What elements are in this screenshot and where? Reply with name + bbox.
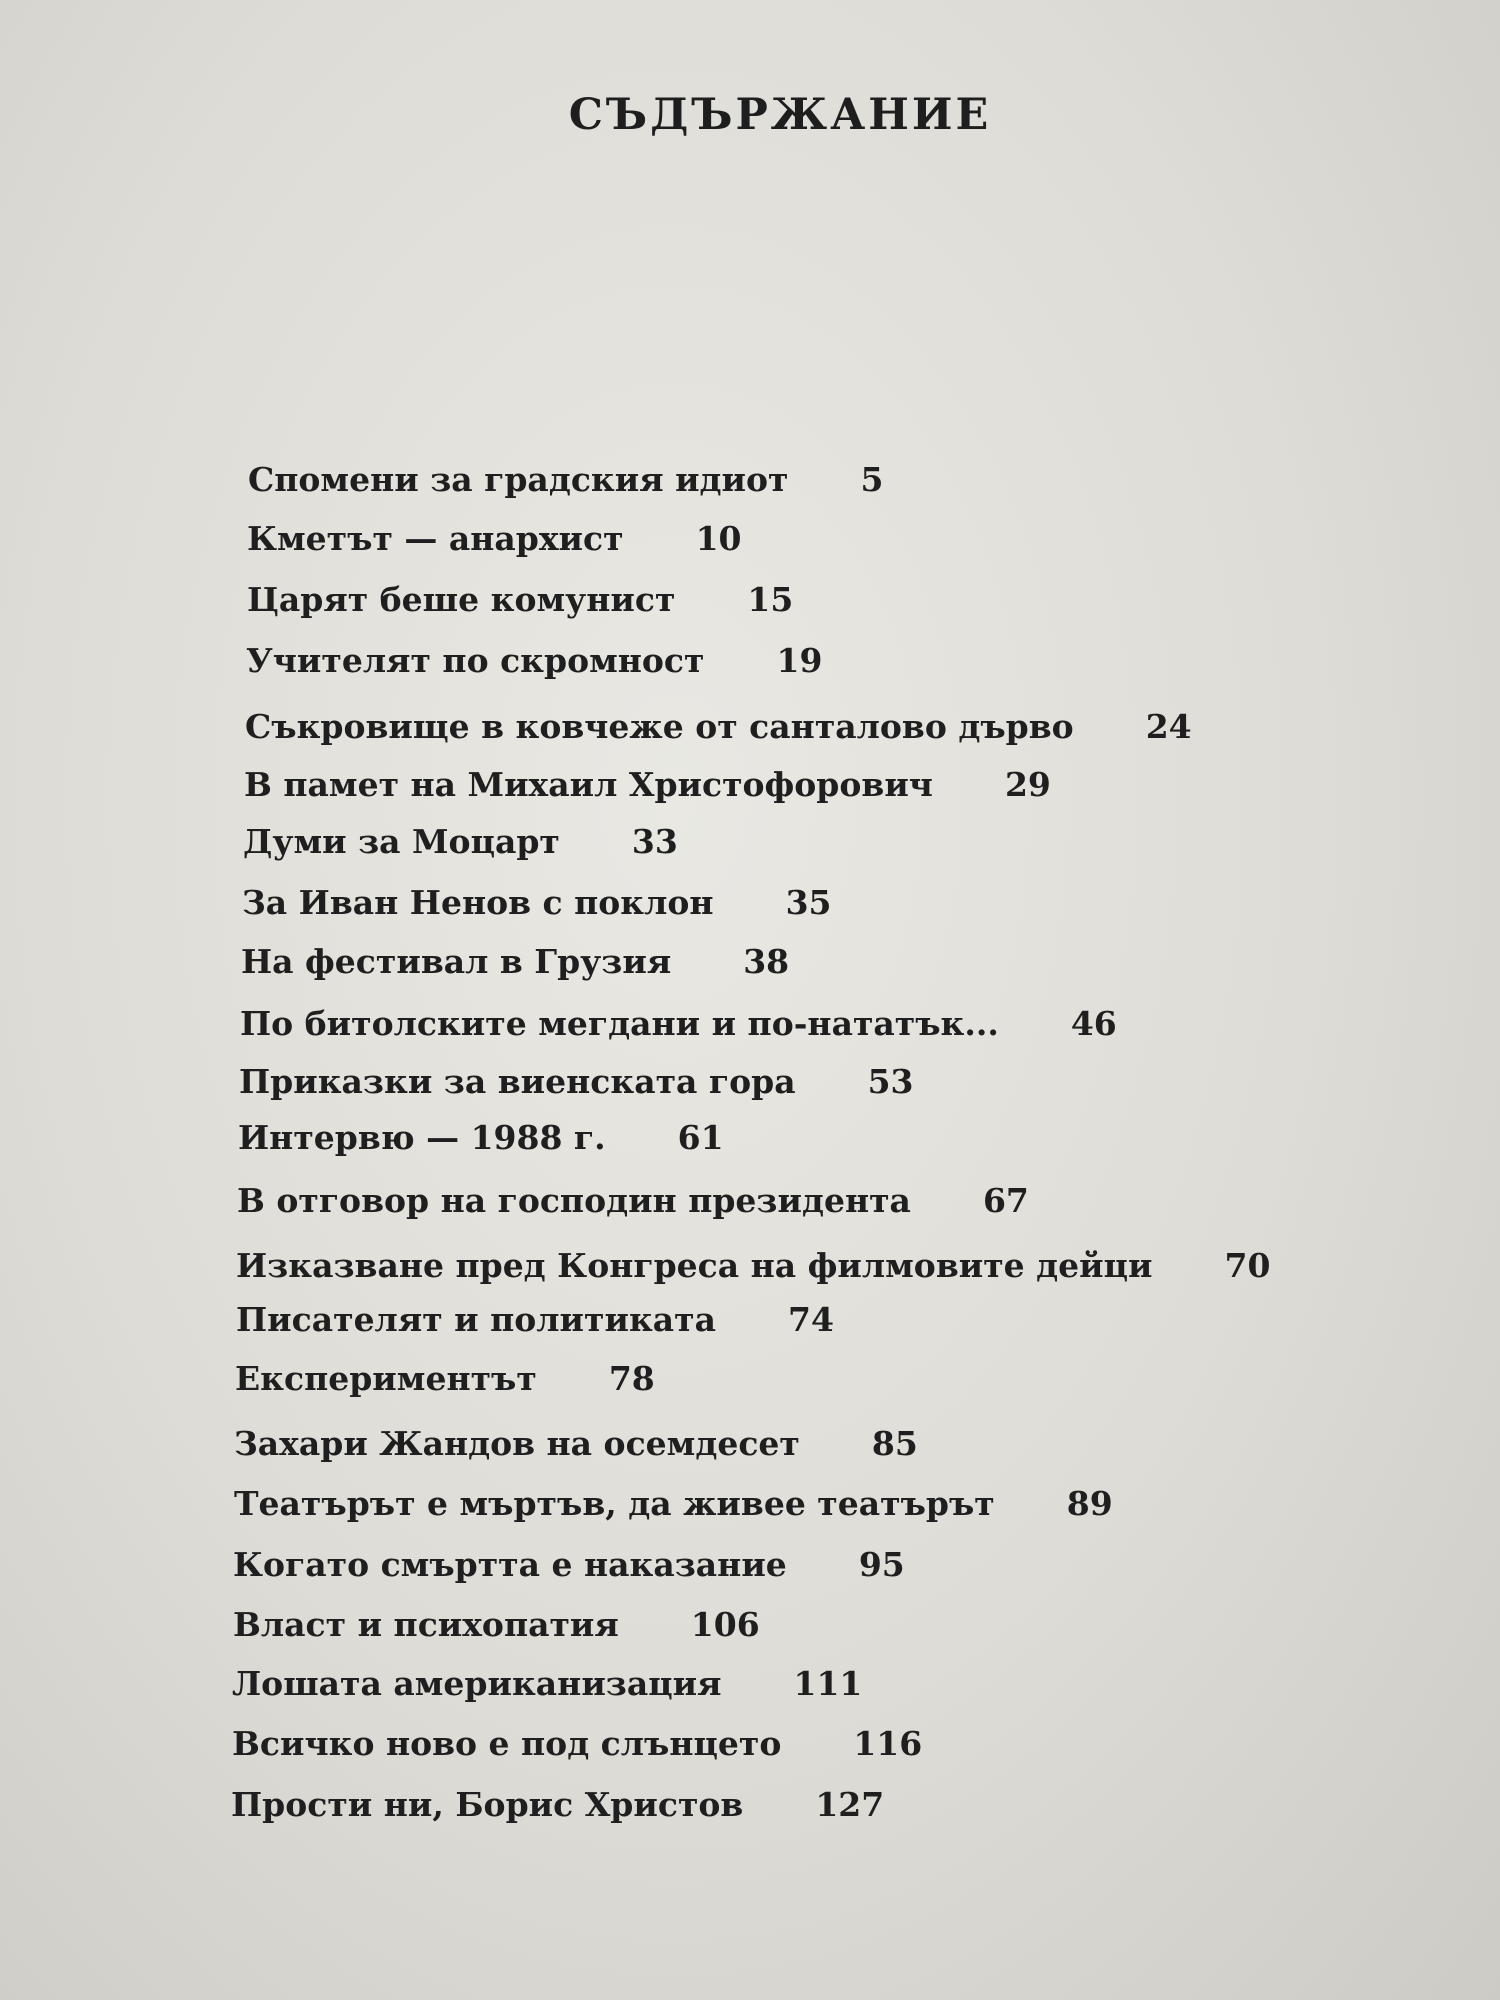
toc-page-number: 35 [785, 883, 832, 922]
page-title: СЪДЪРЖАНИЕ [568, 90, 992, 140]
toc-page-number: 10 [695, 519, 742, 558]
toc-page-number: 95 [858, 1545, 905, 1584]
toc-entry-title: Кметът — анархист [247, 519, 624, 558]
toc-entry-title: Власт и психопатия [233, 1605, 619, 1644]
toc-entry [248, 460, 883, 500]
toc-entry [233, 1605, 760, 1645]
toc-entry-title: Интервю — 1988 г. [238, 1118, 606, 1157]
toc-page-number: 70 [1224, 1246, 1271, 1285]
toc-entry [233, 1545, 905, 1585]
toc-entry [245, 707, 1192, 747]
toc-page-number: 29 [1004, 765, 1051, 804]
toc-entry [246, 641, 822, 681]
toc-page-number: 127 [815, 1785, 885, 1824]
toc-entry-title: По битолските мегдани и по-нататък... [240, 1004, 999, 1043]
toc-entry [232, 1724, 922, 1764]
toc-entry-title: В памет на Михаил Христофорович [244, 765, 933, 804]
toc-page-number: 33 [631, 822, 678, 861]
toc-entry [234, 1424, 918, 1464]
toc-entry-title: Царят беше комунист [247, 580, 676, 619]
toc-entry-title: Писателят и политиката [236, 1300, 716, 1339]
toc-page-number: 38 [743, 942, 790, 981]
toc-page-number: 53 [867, 1062, 914, 1101]
toc-entry [237, 1181, 1029, 1221]
toc-page-number: 85 [871, 1424, 918, 1463]
toc-entry-title: За Иван Ненов с поклон [242, 883, 714, 922]
toc-entry-title: В отговор на господин президента [237, 1181, 911, 1220]
toc-entry-title: Експериментът [235, 1359, 537, 1398]
toc-entry-title: Спомени за градския идиот [248, 460, 789, 499]
toc-entry-title: Прости ни, Борис Христов [231, 1785, 744, 1824]
toc-entry [236, 1246, 1270, 1286]
toc-entry [238, 1118, 724, 1158]
toc-page-number: 67 [982, 1181, 1029, 1220]
toc-entry-title: Захари Жандов на осемдесет [234, 1424, 800, 1463]
toc-entry [239, 1062, 914, 1102]
toc-entry [243, 822, 678, 862]
toc-entry-title: Когато смъртта е наказание [233, 1545, 787, 1584]
toc-entry [240, 1004, 1117, 1044]
toc-page-number: 19 [776, 641, 823, 680]
toc-entry [247, 580, 793, 620]
toc-page-number: 116 [853, 1724, 923, 1763]
toc-entry [244, 765, 1051, 805]
toc-entry-title: Всичко ново е под слънцето [232, 1724, 782, 1763]
toc-entry [242, 883, 832, 923]
toc-page-number: 106 [690, 1605, 760, 1644]
toc-entry-title: Съкровище в ковчеже от санталово дърво [245, 707, 1074, 746]
toc-page-number: 78 [608, 1359, 655, 1398]
toc-entry [247, 519, 742, 559]
toc-page-number: 89 [1066, 1484, 1113, 1523]
toc-page-number: 61 [677, 1118, 724, 1157]
toc-entry [236, 1300, 834, 1340]
toc-entry-title: Театърът е мъртъв, да живее театърът [234, 1484, 995, 1523]
toc-page-number: 5 [860, 460, 884, 499]
toc-page-number: 15 [747, 580, 794, 619]
toc-entry [235, 1359, 655, 1399]
toc-page-number: 24 [1145, 707, 1192, 746]
toc-page-number: 46 [1070, 1004, 1117, 1043]
toc-entry-title: На фестивал в Грузия [241, 942, 672, 981]
toc-page-number: 74 [787, 1300, 834, 1339]
toc-entry [234, 1484, 1113, 1524]
toc-entry [241, 942, 789, 982]
toc-entry-title: Изказване пред Конгреса на филмовите дейци [236, 1246, 1153, 1285]
toc-entry-title: Думи за Моцарт [243, 822, 560, 861]
toc-entry [231, 1785, 884, 1825]
toc-entry-title: Лошата американизация [232, 1664, 722, 1703]
toc-entry-title: Учителят по скромност [246, 641, 705, 680]
toc-page-number: 111 [793, 1664, 863, 1703]
toc-entry [232, 1664, 862, 1704]
toc-entry-title: Приказки за виенската гора [239, 1062, 796, 1101]
